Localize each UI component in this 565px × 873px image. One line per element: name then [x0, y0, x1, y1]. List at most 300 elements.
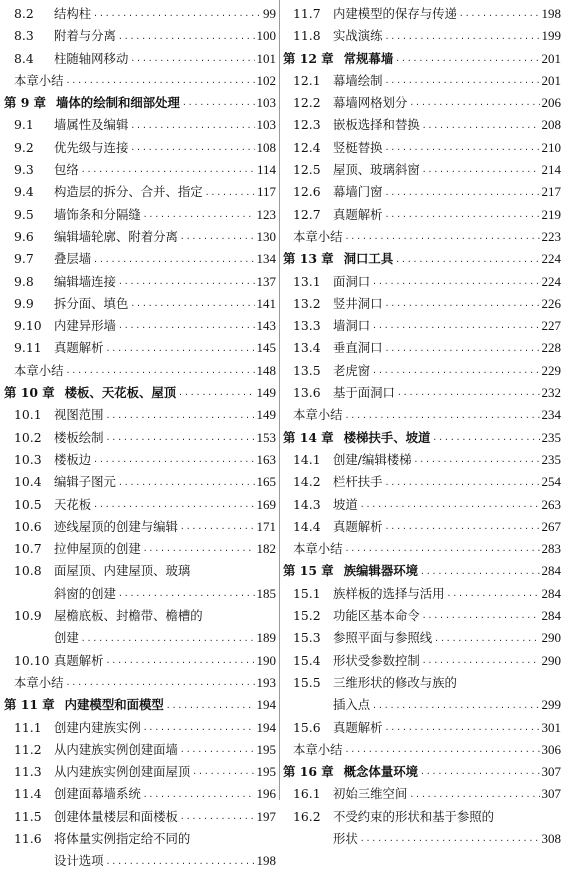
toc-section-row[interactable]	[4, 806, 276, 828]
toc-page-number: 307	[541, 786, 561, 802]
toc-entry-number: 12.3	[293, 117, 321, 133]
toc-page-number: 171	[256, 518, 276, 534]
toc-section-row[interactable]	[283, 605, 561, 627]
toc-page-number: 194	[256, 697, 276, 713]
toc-dot-leader	[422, 163, 540, 181]
toc-entry-title: 形状受参数控制	[333, 652, 420, 668]
toc-entry-title: 迹线屋顶的创建与编辑	[54, 518, 178, 534]
toc-page-number: 290	[541, 630, 561, 646]
toc-page-number: 102	[256, 72, 276, 88]
toc-section-row[interactable]	[4, 114, 276, 136]
toc-section-row[interactable]	[4, 137, 276, 159]
toc-page-number: 234	[541, 407, 561, 423]
toc-section-row[interactable]	[283, 181, 561, 203]
toc-entry-title: 拉伸屋顶的创建	[54, 541, 141, 557]
toc-dot-leader	[385, 208, 540, 226]
toc-dot-leader	[192, 765, 254, 783]
toc-entry-number: 10.6	[14, 518, 42, 534]
toc-section-row[interactable]	[4, 560, 276, 582]
toc-entry-number: 11.1	[14, 719, 42, 735]
toc-entry-title: 坡道	[333, 496, 358, 512]
toc-section-row[interactable]	[283, 293, 561, 315]
toc-continuation-row[interactable]	[283, 694, 561, 716]
toc-entry-title: 编辑墙轮廓、附着分离	[54, 228, 178, 244]
toc-section-row[interactable]	[4, 315, 276, 337]
toc-section-row[interactable]	[4, 181, 276, 203]
toc-entry-title: 楼板、天花板、屋顶	[64, 385, 177, 401]
toc-entry-number: 11.8	[293, 28, 321, 44]
toc-section-row[interactable]	[4, 605, 276, 627]
toc-page-number: 263	[541, 496, 561, 512]
toc-entry-number: 9.10	[14, 318, 42, 334]
toc-dot-leader	[106, 855, 255, 873]
toc-section-row[interactable]	[4, 449, 276, 471]
toc-dot-leader	[372, 699, 539, 717]
toc-entry-title: 真题解析	[54, 340, 104, 356]
toc-entry-number: 第 16 章	[283, 764, 334, 780]
toc-section-row[interactable]	[283, 337, 561, 359]
toc-continuation-row[interactable]	[4, 627, 276, 649]
toc-entry-title: 本章小结	[293, 407, 343, 423]
toc-page-number: 101	[256, 50, 276, 66]
toc-column-left	[4, 3, 276, 873]
toc-entry-number: 11.7	[293, 6, 321, 21]
toc-entry-title: 栏杆扶手	[333, 474, 383, 490]
toc-entry-number: 13.6	[293, 385, 321, 401]
toc-dot-leader	[143, 208, 255, 226]
toc-dot-leader	[106, 431, 255, 449]
toc-entry-title: 垂直洞口	[333, 340, 383, 356]
toc-page-number: 254	[541, 474, 561, 490]
toc-dot-leader	[81, 163, 255, 181]
toc-section-row[interactable]	[283, 382, 561, 404]
toc-chapter-row[interactable]	[283, 761, 561, 783]
column-divider	[279, 0, 280, 800]
toc-entry-number: 13.5	[293, 362, 321, 378]
toc-chapter-row[interactable]	[283, 427, 561, 449]
toc-dot-leader	[432, 431, 539, 449]
toc-dot-leader	[178, 386, 254, 404]
toc-dot-leader	[420, 765, 540, 783]
toc-page-number: 199	[541, 28, 561, 44]
toc-entry-number: 9.8	[14, 273, 34, 289]
toc-section-row[interactable]	[4, 226, 276, 248]
toc-page-number: 307	[541, 764, 561, 780]
toc-page-number: 145	[256, 340, 276, 356]
toc-entry-title: 真题解析	[333, 719, 383, 735]
toc-summary-row[interactable]	[4, 672, 276, 694]
toc-page-number: 301	[541, 719, 561, 735]
toc-page-number: 163	[256, 451, 276, 467]
toc-dot-leader	[106, 654, 255, 672]
toc-section-row[interactable]	[4, 471, 276, 493]
toc-section-row[interactable]	[283, 3, 561, 25]
toc-section-row[interactable]	[4, 783, 276, 805]
toc-entry-title: 创建体量楼层和面楼板	[54, 808, 178, 824]
toc-section-row[interactable]	[283, 650, 561, 672]
toc-page-number: 100	[256, 28, 276, 44]
toc-summary-row[interactable]	[283, 739, 561, 761]
toc-entry-title: 功能区基本命令	[333, 608, 420, 624]
toc-section-row[interactable]	[283, 471, 561, 493]
toc-entry-title: 叠层墙	[54, 251, 92, 267]
toc-entry-title: 天花板	[54, 496, 92, 512]
toc-page-number: 284	[541, 585, 561, 601]
toc-entry-title: 楼板边	[54, 451, 92, 467]
toc-entry-number: 12.5	[293, 162, 321, 178]
toc-chapter-row[interactable]	[283, 48, 561, 70]
toc-entry-title: 基于面洞口	[333, 385, 395, 401]
toc-page-number: 229	[541, 362, 561, 378]
toc-entry-number: 12.1	[293, 72, 321, 88]
toc-page-number: 208	[541, 117, 561, 133]
toc-entry-number: 14.1	[293, 451, 321, 467]
toc-page-number: 103	[256, 117, 276, 133]
toc-entry-title: 面洞口	[333, 273, 371, 289]
toc-page-number: 198	[541, 6, 561, 21]
toc-entry-number: 9.9	[14, 295, 34, 311]
toc-page-number: 123	[256, 206, 276, 222]
toc-chapter-row[interactable]	[4, 92, 276, 114]
toc-entry-number: 10.7	[14, 541, 42, 557]
toc-entry-number: 10.9	[14, 608, 42, 624]
toc-entry-title: 参照平面与参照线	[333, 630, 433, 646]
toc-dot-leader	[385, 520, 540, 538]
toc-section-row[interactable]	[283, 627, 561, 649]
toc-dot-leader	[143, 542, 255, 560]
toc-page-number: 114	[256, 162, 276, 178]
toc-page-number: 189	[256, 630, 276, 646]
toc-entry-title: 幕墙绘制	[333, 72, 383, 88]
toc-continuation-row[interactable]	[4, 850, 276, 872]
toc-entry-number: 9.6	[14, 228, 34, 244]
toc-dot-leader	[422, 609, 540, 627]
toc-entry-number: 15.5	[293, 674, 321, 690]
toc-dot-leader	[180, 230, 255, 248]
toc-entry-title: 本章小结	[14, 362, 64, 378]
toc-entry-title: 不受约束的形状和基于参照的	[333, 808, 495, 824]
toc-entry-title: 概念体量环境	[343, 764, 418, 780]
toc-dot-leader	[409, 788, 539, 806]
toc-dot-leader	[130, 141, 254, 159]
toc-entry-title: 楼梯扶手、坡道	[343, 429, 431, 445]
toc-section-row[interactable]	[4, 717, 276, 739]
toc-dot-leader	[385, 297, 540, 315]
toc-dot-leader	[93, 7, 261, 25]
toc-entry-number: 15.6	[293, 719, 321, 735]
toc-section-row[interactable]	[283, 25, 561, 47]
toc-page-number: 193	[256, 674, 276, 690]
toc-dot-leader	[372, 275, 539, 293]
toc-entry-title: 附着与分离	[54, 28, 116, 44]
toc-entry-number: 13.1	[293, 273, 321, 289]
toc-section-row[interactable]	[283, 672, 561, 694]
toc-section-row[interactable]	[4, 739, 276, 761]
toc-dot-leader	[93, 498, 254, 516]
toc-section-row[interactable]	[4, 293, 276, 315]
toc-entry-number: 8.3	[14, 28, 34, 44]
toc-chapter-row[interactable]	[283, 560, 561, 582]
toc-entry-title: 构造层的拆分、合并、指定	[54, 184, 203, 200]
toc-entry-title: 本章小结	[14, 674, 64, 690]
toc-summary-row[interactable]	[4, 70, 276, 92]
toc-page-number: 214	[541, 162, 561, 178]
toc-entry-number: 16.2	[293, 808, 321, 824]
toc-dot-leader	[66, 364, 255, 382]
toc-section-row[interactable]	[283, 494, 561, 516]
toc-page-number: 306	[541, 741, 561, 757]
toc-section-row[interactable]	[4, 761, 276, 783]
toc-dot-leader	[118, 275, 255, 293]
toc-entry-number: 11.3	[14, 764, 42, 780]
toc-entry-number: 第 14 章	[283, 429, 334, 445]
toc-chapter-row[interactable]	[4, 694, 276, 716]
toc-dot-leader	[447, 587, 540, 605]
toc-page-number: 185	[256, 585, 276, 601]
toc-section-row[interactable]	[4, 3, 276, 25]
toc-section-row[interactable]	[283, 717, 561, 739]
toc-dot-leader	[385, 721, 540, 739]
toc-dot-leader	[459, 7, 540, 25]
toc-entry-number: 9.2	[14, 139, 34, 155]
toc-entry-number: 14.4	[293, 518, 321, 534]
toc-page-number: 284	[541, 608, 561, 624]
toc-entry-title: 创建/编辑楼梯	[333, 451, 412, 467]
toc-entry-title: 楼板绘制	[54, 429, 104, 445]
toc-section-row[interactable]	[283, 583, 561, 605]
toc-page-number: 141	[256, 295, 276, 311]
toc-page-number: 227	[541, 318, 561, 334]
toc-page-number: 308	[541, 830, 561, 846]
toc-section-row[interactable]	[283, 360, 561, 382]
toc-entry-title: 三维形状的修改与族的	[333, 674, 457, 690]
toc-section-row[interactable]	[4, 337, 276, 359]
toc-summary-row[interactable]	[283, 538, 561, 560]
toc-entry-title: 将体量实例指定给不同的	[54, 830, 191, 846]
toc-page-number: 195	[256, 764, 276, 780]
toc-entry-number: 10.3	[14, 451, 42, 467]
toc-page-number: 108	[256, 139, 276, 155]
toc-entry-title: 真题解析	[333, 518, 383, 534]
toc-dot-leader	[143, 721, 255, 739]
toc-section-row[interactable]	[283, 92, 561, 114]
toc-entry-number: 12.2	[293, 95, 321, 111]
toc-section-row[interactable]	[283, 137, 561, 159]
toc-page-number: 210	[541, 139, 561, 155]
toc-page-number: 267	[541, 518, 561, 534]
toc-dot-leader	[81, 632, 255, 650]
toc-dot-leader	[180, 743, 255, 761]
toc-entry-title: 优先级与连接	[54, 139, 129, 155]
toc-page-number: 197	[256, 808, 276, 824]
toc-dot-leader	[385, 476, 540, 494]
toc-page-number: 149	[256, 385, 276, 401]
toc-entry-title: 斜窗的创建	[54, 585, 116, 601]
toc-entry-title: 嵌板选择和替换	[333, 117, 420, 133]
toc-dot-leader	[118, 587, 255, 605]
toc-entry-number: 10.8	[14, 563, 42, 579]
toc-entry-number: 9.4	[14, 184, 34, 200]
toc-section-row[interactable]	[283, 70, 561, 92]
toc-page-number: 232	[541, 385, 561, 401]
toc-chapter-row[interactable]	[4, 382, 276, 404]
toc-section-row[interactable]	[283, 114, 561, 136]
toc-entry-title: 族编辑器环境	[343, 563, 418, 579]
toc-entry-number: 12.6	[293, 184, 321, 200]
toc-section-row[interactable]	[4, 828, 276, 850]
toc-section-row[interactable]	[4, 271, 276, 293]
toc-dot-leader	[345, 542, 540, 560]
toc-section-row[interactable]	[283, 271, 561, 293]
toc-page-number: 290	[541, 652, 561, 668]
toc-column-right	[283, 3, 561, 850]
toc-dot-leader	[66, 676, 255, 694]
toc-entry-number: 10.2	[14, 429, 42, 445]
toc-entry-number: 11.4	[14, 786, 42, 802]
toc-page-number: 148	[256, 362, 276, 378]
toc-section-row[interactable]	[4, 159, 276, 181]
toc-dot-leader	[143, 788, 255, 806]
toc-dot-leader	[385, 30, 540, 48]
toc-section-row[interactable]	[283, 204, 561, 226]
toc-page-number: 284	[541, 563, 561, 579]
toc-section-row[interactable]	[283, 516, 561, 538]
toc-entry-title: 柱随轴网移动	[54, 50, 129, 66]
toc-dot-leader	[166, 699, 255, 717]
toc-page-number: 206	[541, 95, 561, 111]
toc-entry-title: 幕墙网格划分	[333, 95, 408, 111]
toc-entry-number: 第 12 章	[283, 50, 334, 66]
toc-section-row[interactable]	[4, 25, 276, 47]
toc-dot-leader	[118, 476, 255, 494]
toc-page-number: 283	[541, 541, 561, 557]
toc-entry-title: 本章小结	[14, 72, 64, 88]
toc-page-number: 137	[256, 273, 276, 289]
toc-entry-title: 编辑子图元	[54, 474, 116, 490]
toc-dot-leader	[360, 498, 540, 516]
toc-section-row[interactable]	[4, 404, 276, 426]
toc-dot-leader	[385, 141, 540, 159]
toc-dot-leader	[93, 453, 254, 471]
toc-summary-row[interactable]	[283, 226, 561, 248]
toc-entry-number: 8.2	[14, 6, 34, 21]
toc-dot-leader	[106, 409, 255, 427]
toc-dot-leader	[385, 342, 540, 360]
toc-continuation-row[interactable]	[4, 583, 276, 605]
toc-dot-leader	[385, 74, 540, 92]
toc-entry-title: 本章小结	[293, 228, 343, 244]
toc-page-number: 117	[256, 184, 276, 200]
toc-page-number: 149	[256, 407, 276, 423]
toc-dot-leader	[93, 253, 254, 271]
toc-entry-title: 本章小结	[293, 741, 343, 757]
toc-page-number: 201	[541, 50, 561, 66]
toc-page-number: 130	[256, 228, 276, 244]
toc-page-number: 224	[541, 273, 561, 289]
toc-entry-number: 11.6	[14, 830, 42, 846]
toc-section-row[interactable]	[283, 806, 561, 828]
toc-entry-number: 第 10 章	[4, 385, 55, 401]
toc-entry-number: 15.4	[293, 652, 321, 668]
toc-page-number: 235	[541, 429, 561, 445]
toc-entry-title: 形状	[333, 830, 358, 846]
toc-entry-title: 设计选项	[54, 853, 104, 869]
toc-entry-title: 从内建族实例创建面墙	[54, 741, 178, 757]
toc-chapter-row[interactable]	[283, 248, 561, 270]
toc-section-row[interactable]	[4, 538, 276, 560]
toc-section-row[interactable]	[283, 159, 561, 181]
toc-dot-leader	[345, 409, 540, 427]
toc-entry-title: 创建内建族实例	[54, 719, 141, 735]
toc-section-row[interactable]	[4, 650, 276, 672]
toc-entry-number: 13.2	[293, 295, 321, 311]
toc-page-number: 223	[541, 228, 561, 244]
toc-entry-title: 墙饰条和分隔缝	[54, 206, 141, 222]
toc-section-row[interactable]	[4, 248, 276, 270]
toc-page-number: 217	[541, 184, 561, 200]
toc-section-row[interactable]	[4, 48, 276, 70]
toc-section-row[interactable]	[283, 449, 561, 471]
toc-page-number: 165	[256, 474, 276, 490]
toc-section-row[interactable]	[283, 315, 561, 337]
toc-page-number: 182	[256, 541, 276, 557]
toc-entry-number: 9.7	[14, 251, 34, 267]
toc-dot-leader	[180, 520, 255, 538]
toc-entry-number: 8.4	[14, 50, 34, 66]
toc-section-row[interactable]	[4, 516, 276, 538]
toc-summary-row[interactable]	[283, 404, 561, 426]
toc-section-row[interactable]	[4, 204, 276, 226]
toc-dot-leader	[395, 52, 539, 70]
toc-dot-leader	[66, 74, 255, 92]
toc-summary-row[interactable]	[4, 360, 276, 382]
toc-entry-title: 常规幕墙	[343, 50, 394, 66]
toc-entry-title: 墙属性及编辑	[54, 117, 129, 133]
toc-dot-leader	[422, 119, 540, 137]
toc-entry-number: 15.3	[293, 630, 321, 646]
toc-entry-number: 12.4	[293, 139, 321, 155]
toc-dot-leader	[130, 297, 254, 315]
toc-dot-leader	[420, 565, 540, 583]
toc-section-row[interactable]	[283, 783, 561, 805]
toc-page-number: 235	[541, 451, 561, 467]
toc-entry-title: 编辑墙连接	[54, 273, 116, 289]
toc-page-number: 228	[541, 340, 561, 356]
toc-section-row[interactable]	[4, 427, 276, 449]
toc-entry-title: 内建异形墙	[54, 318, 116, 334]
toc-entry-title: 内建模型的保存与传递	[333, 6, 457, 21]
toc-entry-title: 真题解析	[333, 206, 383, 222]
toc-dot-leader	[385, 186, 540, 204]
toc-section-row[interactable]	[4, 494, 276, 516]
toc-entry-title: 老虎窗	[333, 362, 371, 378]
toc-entry-title: 墙洞口	[333, 318, 371, 334]
toc-page-number: 153	[256, 429, 276, 445]
toc-dot-leader	[395, 253, 539, 271]
toc-page-number: 198	[256, 853, 276, 869]
toc-entry-number: 15.1	[293, 585, 321, 601]
toc-page-number: 134	[256, 251, 276, 267]
toc-entry-number: 10.10	[14, 652, 50, 668]
toc-entry-title: 面屋顶、内建屋顶、玻璃	[54, 563, 191, 579]
toc-dot-leader	[372, 364, 539, 382]
toc-dot-leader	[130, 52, 254, 70]
toc-entry-number: 14.2	[293, 474, 321, 490]
toc-continuation-row[interactable]	[283, 828, 561, 850]
toc-entry-title: 创建面幕墙系统	[54, 786, 141, 802]
toc-entry-number: 13.4	[293, 340, 321, 356]
toc-dot-leader	[409, 96, 539, 114]
